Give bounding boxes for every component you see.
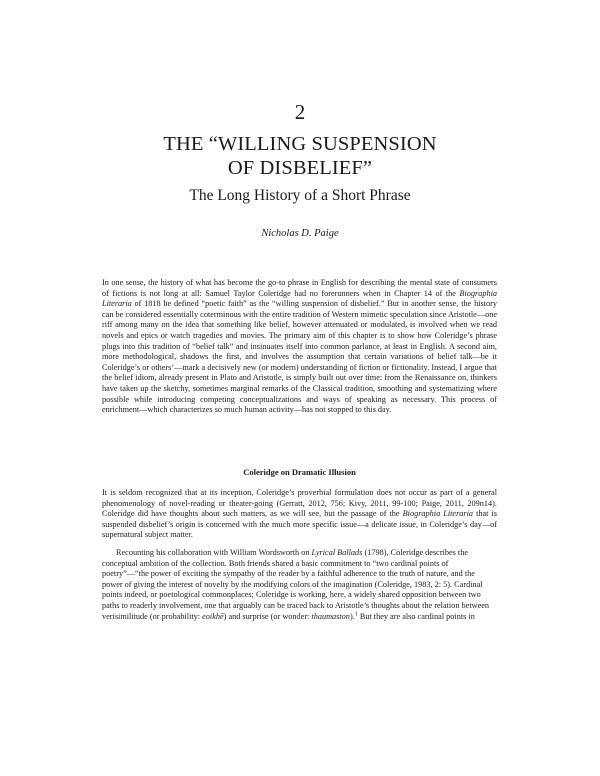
paragraph-1-text-a: In one sense, the history of what has become the go-to phrase in English for describing the mental state of consumers of fictions is not long at all: Samuel Taylor Coleridge had no forerunners when in Chapter 14 of the bbox=[102, 278, 497, 298]
chapter-title bbox=[0, 132, 600, 180]
paragraph-3-text-g: ). bbox=[349, 611, 355, 621]
chapter-subtitle: The Long History of a Short Phrase bbox=[189, 187, 411, 204]
paragraph-1-text-c: of 1818 he defined “poetic faith” as the “willing suspension of disbelief.” But in another sense, the history can be considered essentially coterminous with the entire tradition of Western mimetic speculation since Aristotle—one riff among many on the idea that something like belief, however attenuated or modulated, is involved when we read novels and epics or watch tragedies and movies. The primary aim of this chapter is to show how Coleridge’s phrase plugs into this tradition of “belief talk” and insinuates itself into common parlance, at least in English. A second aim, more methodological, shadows the first, and involves the assumption that certain variations of belief talk—be it Coleridge’s or others’—mark a decisively new (or modern) understanding of fiction or fictionality. Instead, I argue that the belief idiom, already present in Plato and Aristotle, is simply built out over time: from the Renaissance on, thinkers have taken up the sketchy, sometimes marginal remarks of the Classical tradition, smoothing and systematizing where possible while introducing competing conceptualizations and ways of speaking as necessary. This process of enrichment—which characterizes so much human activity—has not stopped to this day. bbox=[102, 299, 497, 415]
paragraph-3-text-c: (1798), Coleridge describes the conceptual ambition of the collection. Both friends shared a basic commitment to “two cardinal points of poetry”—“the power of exciting the sympathy of the reader by a faithful adherence to the truth of nature, and the power of giving the interest of novelty by the modifying colors of the imagination (Coleridge, 1983, 2: 5). Cardinal points indeed, or poetological commonplaces; Coleridge is working, here, a widely shared opposition between two paths to readerly involvement, one that arguably can be traced back to Aristotle’s thoughts about the relation between verisimilitude (or probability: bbox=[102, 548, 490, 621]
paragraph-3-text-e: ) and surprise (or wonder: bbox=[223, 611, 312, 621]
paragraph-3-italic-term-1: eoikhē bbox=[202, 611, 224, 621]
chapter-number: 2 bbox=[294, 100, 306, 124]
section-heading: Coleridge on Dramatic Illusion bbox=[243, 467, 356, 477]
author-name: Nicholas D. Paige bbox=[261, 228, 339, 239]
paragraph-3-italic-term-2: thaumaston bbox=[311, 611, 350, 621]
paragraph-2-italic-title: Biographia Literaria bbox=[402, 509, 474, 519]
paragraph-2-text-a: It is seldom recognized that at its inception, Coleridge’s proverbial formulation does not occur as part of a general phenomenology of novel-reading or theater-going (Gerratt, 2012, 756; Kivy, 2011, 99-100; Paige, 2011, 209n14). Coleridge did have thoughts about such matters, as we will see, but the passage of the bbox=[102, 488, 497, 519]
paragraph-2-text-c: that is suspended disbelief’s origin is concerned with the much more specific issue—a delicate issue, in Coleridge’s day—of supernatural subject matter. bbox=[102, 509, 497, 540]
chapter-title-line-2: OF DISBELIEF” bbox=[227, 157, 373, 179]
paragraph-2 bbox=[102, 488, 497, 541]
paragraph-3-italic-title: Lyrical Ballads bbox=[311, 548, 363, 557]
paragraph-1-italic-title: Biographia Literaria bbox=[102, 288, 497, 309]
paragraph-1 bbox=[102, 278, 497, 416]
paragraph-3-text-a: Recounting his collaboration with William Wordsworth on bbox=[116, 548, 312, 557]
footnote-marker: 1 bbox=[354, 610, 358, 617]
chapter-title-line-1: THE “WILLING SUSPENSION bbox=[163, 133, 437, 155]
paragraph-3-text-h: But they are also cardinal points in bbox=[357, 611, 475, 621]
paragraph-3 bbox=[102, 548, 497, 622]
